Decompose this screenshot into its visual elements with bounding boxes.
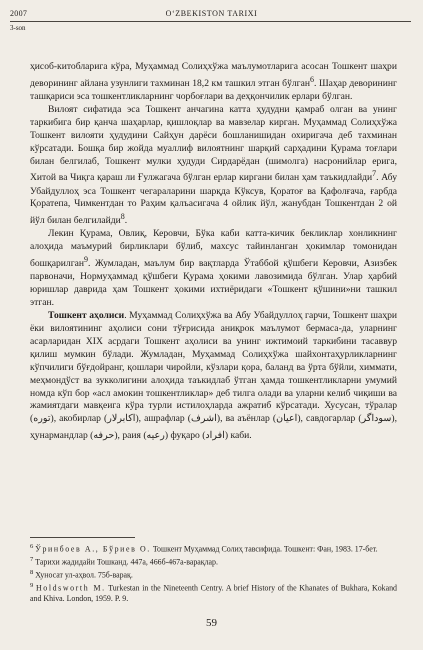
header-divider — [10, 21, 411, 22]
paragraph: Вилоят сифатида эса Тошкент анчагина катта ҳудудни қамраб олган ва унинг таркибига бир қанча шаҳарлар, қишлоқлар ва мавзелар кирган. Муҳаммад Солиҳхўжа Тошкент вилояти ҳудудини Сайҳун дарёси бошланишидан охиригача деб тахминан кўрсатади. Бошқа бир жойда муаллиф вилоятнинг шарқий сарҳадини Қурама тоғлари билан белгилаб, Тошкент мулки ҳудуди Сирдарёдан (шимолга) насронийлар ерига, Хитой ва Чиқга қараш ли Ғулжагача бўлган ерлар киргани билан ҳам таъкидлайди$^7$. Абу Убайдуллоҳ эса Тошкент чегараларини шарқда Кўксув, Қоратоғ ва Қафолғача, ғарбда Қоратепа, Чимкентдан то Раҳим қалъасигача 4 ойлик йўл, жанубдан Тошкентдан 2 ой йўл билан белгилайди$^8$. — [30, 103, 397, 227]
footnotes — [30, 542, 397, 605]
header-year: 2007 — [10, 9, 28, 18]
footnote-ref: 9 — [84, 255, 89, 265]
paragraph: Тошкент аҳолиси. Муҳаммад Солиҳхўжа ва Абу Убайдуллоҳ гарчи, Тошкент шаҳри ёки вилоятининг аҳолиси сони тўғрисида аниқрок маълумот бермаса-да, уларнинг асарларидан XIX асрдаги Тошкент аҳолиси ва унинг ижтимоий таркибини тасаввур қилиш мумкин бўлади. Жумладан, Муҳаммад Солиҳхўжа шайхонтаҳурликларнинг кўпчилиги бўғдойранг, қошлари чиройли, кўзлари қора, баланд ва ўрта бўйли, химмати, меҳмондўст ва зукколигини алоҳида таъкидлаб ўтган ҳамда тошкентликларни умумий номда кўп бор «асл амокин тошкентликлар» деб тилга олади ва уларни келиб чиқиши ва жамиятдаги мавқеига кўра турли истилоҳларда ажратиб кўрсатади. Хусусан, тўралар (ﺗﻮﺭﻩ), акобирлар (ﺍﮐﺎﺑﺮﻻﺭ), ашрафлар (ﺍﺷﺮﻑ), ва аъёнлар (ﺍﻋﻴﺎﻥ), савдогарлар (ﺳﻮﺩﺍﮔﺮ), ҳунармандлар (ﺣﺮﻓﻪ), раия (ﺭﻋﻴﻪ) фуқаро (ﺍﻓﺮﺍﺩ) каби. — [30, 310, 398, 442]
header-journal-title: O‘ZBEKISTON TARIXI — [165, 9, 258, 18]
article-body — [30, 61, 397, 443]
footnote: $^7$ Тарихи жадидайи Тошканд. 447а, 466б-467а-варақлар. — [30, 556, 218, 567]
header-issue: 3-son — [10, 24, 26, 32]
footnote-ref: 6 — [309, 74, 314, 84]
paragraph: ҳисоб-китобларига кўра, Муҳаммад Солиҳхўжа маълумотларига асосан Тошкент шаҳри деворининг айлана узунлиги тахминан 18,2 км ташкил этган бўлган$^6$. Шаҳар деворининг ташқариси эса тошкентликларнинг чорбоғлари ва деҳқончилик ерлари бўлган. — [30, 61, 397, 102]
footnote: $^6$ Ўринбоев А., Бўриев О. Тошкент Муҳаммад Солиҳ тавсифида. Тошкент: Фан, 1983. 17-бет. — [30, 543, 378, 554]
section-lead-heading: Тошкент аҳолиси — [48, 310, 125, 322]
footnote: $^9$ Holdsworth M. Turkestan in the Nineteenth Centry. A brief History of the Khanates of Bukhara, Kokand and Khiva. London, 1959. P. 9. — [30, 582, 397, 604]
footnote-divider — [30, 537, 135, 538]
page-number: 59 — [206, 617, 217, 629]
footnote-ref: 8 — [120, 212, 125, 222]
paragraph: Лекин Қурама, Овлиқ, Керовчи, Бўка каби катта-кичик бекликлар хонликнинг алоҳида маъмурий бирликлари бўлиб, махсус тайинланган ҳокимлар томонидан бошқарилган$^9$. Жумладан, маълум бир вақтларда Ўтаббой қўшбеги Керовчи, Азизбек парвоначи, Нормуҳаммад қўшбеги Қурама ҳокими лавозимида бўлган. Улар ҳарбий юришлар даврида ҳам Тошкент ҳокими ихтиёридаги «Тошкент қўшини»ни ташкил этган. — [30, 228, 397, 309]
footnote: $^8$ Хуносат ул-аҳвол. 75б-варақ. — [30, 569, 133, 580]
footnote-ref: 7 — [372, 169, 377, 179]
